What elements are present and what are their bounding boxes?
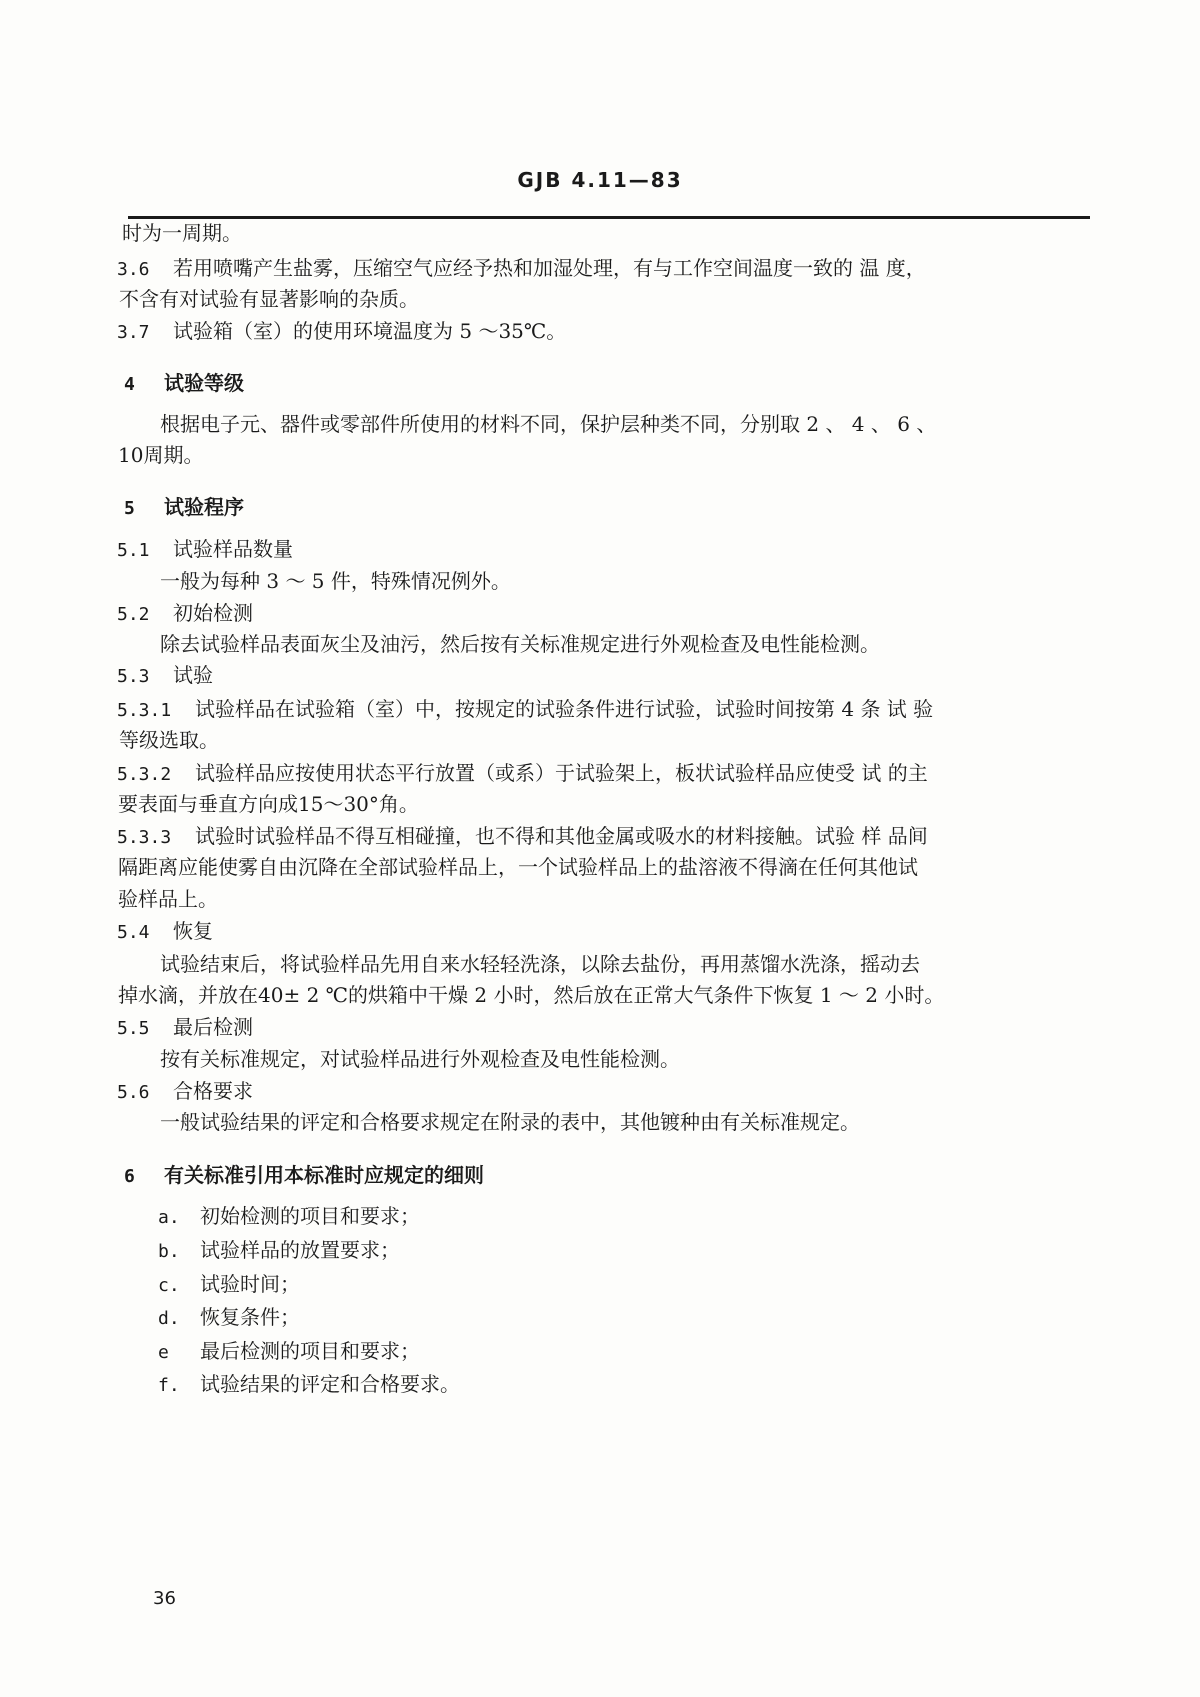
clause-number: 5.2 [117, 604, 150, 625]
clause-number: 3.6 [117, 259, 150, 280]
text-line [118, 791, 419, 817]
line-text: 要表面与垂直方向成15～30°角。 [118, 792, 419, 816]
line-text: 根据电子元、器件或零部件所使用的材料不同，保护层种类不同，分别取 2 、 4 、 6 、 [160, 412, 937, 436]
clause-number: 5.3 [117, 666, 150, 687]
clause-text: 试验样品在试验箱（室）中，按规定的试验条件进行试验，试验时间按第 4 条 试 验 [195, 697, 934, 721]
clause-text: 初始检测 [173, 601, 253, 625]
clause-text: 恢复 [173, 919, 213, 943]
clause-5-2 [117, 600, 253, 628]
line-text: 试验结束后，将试验样品先用自来水轻轻洗涤，以除去盐份，再用蒸馏水洗涤，摇动去 [160, 952, 920, 976]
clause-text: 若用喷嘴产生盐雾，压缩空气应经予热和加湿处理，有与工作空间温度一致的 温 度， [173, 256, 926, 280]
text-line [160, 1109, 860, 1135]
section-number: 4 [124, 374, 135, 395]
clause-5-1 [117, 536, 293, 564]
text-line [160, 568, 511, 594]
line-text: 等级选取。 [119, 728, 219, 752]
page-number: 36 [153, 1588, 176, 1609]
list-marker: d. [158, 1308, 180, 1329]
list-item-c [158, 1271, 300, 1299]
text-line [160, 951, 920, 977]
line-text: 掉水滴，并放在40± 2 ℃的烘箱中干燥 2 小时，然后放在正常大气条件下恢复 1 ～ 2 小时。 [118, 983, 945, 1007]
section-heading-5 [124, 494, 244, 522]
list-marker: c. [158, 1275, 180, 1296]
header-rule [128, 216, 1090, 219]
list-text: 初始检测的项目和要求； [200, 1204, 420, 1228]
clause-text: 试验样品应按使用状态平行放置（或系）于试验架上，板状试验样品应使受 试 的主 [195, 761, 928, 785]
text-line [118, 886, 218, 912]
clause-5-5 [117, 1014, 253, 1042]
clause-number: 3.7 [117, 322, 150, 343]
text-line [160, 631, 880, 657]
list-marker: b. [158, 1241, 180, 1262]
line-text: 时为一周期。 [122, 221, 242, 245]
list-text: 试验结果的评定和合格要求。 [200, 1372, 460, 1396]
clause-number: 5.3.2 [117, 764, 172, 785]
clause-number: 5.5 [117, 1018, 150, 1039]
section-title: 试验等级 [164, 371, 244, 395]
list-marker: a. [158, 1207, 180, 1228]
line-text: 一般为每种 3 ～ 5 件，特殊情况例外。 [160, 569, 511, 593]
line-text: 按有关标准规定，对试验样品进行外观检查及电性能检测。 [160, 1047, 680, 1071]
list-item-f [158, 1371, 460, 1399]
text-line [118, 442, 203, 468]
clause-5-3 [117, 662, 213, 690]
list-text: 恢复条件； [200, 1305, 300, 1329]
list-item-d [158, 1304, 300, 1332]
line-text: 10周期。 [118, 443, 204, 467]
list-item-a [158, 1203, 420, 1231]
list-marker: f. [158, 1375, 180, 1396]
section-heading-4 [124, 370, 244, 398]
list-item-b [158, 1237, 400, 1265]
document-header: GJB 4.11—83 [517, 168, 683, 192]
list-marker: e [158, 1342, 169, 1363]
clause-text: 试验时试验样品不得互相碰撞，也不得和其他金属或吸水的材料接触。试验 样 品间 [195, 824, 928, 848]
line-text: 验样品上。 [118, 887, 218, 911]
clause-5-6 [117, 1078, 253, 1106]
line-text: 除去试验样品表面灰尘及油污，然后按有关标准规定进行外观检查及电性能检测。 [160, 632, 880, 656]
section-number: 6 [124, 1166, 135, 1187]
text-line [119, 286, 419, 312]
text-line [160, 411, 936, 437]
list-text: 试验时间； [200, 1272, 300, 1296]
clause-number: 5.6 [117, 1082, 150, 1103]
clause-5-4 [117, 918, 213, 946]
clause-5-3-1 [117, 696, 933, 724]
text-line [122, 220, 242, 246]
section-heading-6 [124, 1162, 484, 1190]
clause-text: 试验 [173, 663, 213, 687]
line-text: 不含有对试验有显著影响的杂质。 [119, 287, 419, 311]
line-text: 隔距离应能使雾自由沉降在全部试验样品上，一个试验样品上的盐溶液不得滴在任何其他试 [118, 855, 918, 879]
clause-5-3-2 [117, 760, 928, 788]
list-text: 试验样品的放置要求； [200, 1238, 400, 1262]
clause-text: 试验样品数量 [173, 537, 293, 561]
section-title: 试验程序 [164, 495, 244, 519]
text-line [118, 854, 918, 880]
clause-5-3-3 [117, 823, 928, 851]
clause-text: 合格要求 [173, 1079, 253, 1103]
clause-number: 5.4 [117, 922, 150, 943]
clause-text: 试验箱（室）的使用环境温度为 5 ～35℃。 [173, 319, 567, 343]
clause-3-7 [117, 318, 566, 346]
list-item-e [158, 1338, 420, 1366]
clause-number: 5.1 [117, 540, 150, 561]
line-text: 一般试验结果的评定和合格要求规定在附录的表中，其他镀种由有关标准规定。 [160, 1110, 860, 1134]
clause-number: 5.3.1 [117, 700, 172, 721]
text-line [119, 727, 219, 753]
list-text: 最后检测的项目和要求； [200, 1339, 420, 1363]
clause-number: 5.3.3 [117, 827, 172, 848]
section-title: 有关标准引用本标准时应规定的细则 [164, 1163, 484, 1187]
clause-3-6 [117, 255, 926, 283]
text-line [118, 982, 944, 1008]
clause-text: 最后检测 [173, 1015, 253, 1039]
text-line [160, 1046, 680, 1072]
section-number: 5 [124, 498, 135, 519]
